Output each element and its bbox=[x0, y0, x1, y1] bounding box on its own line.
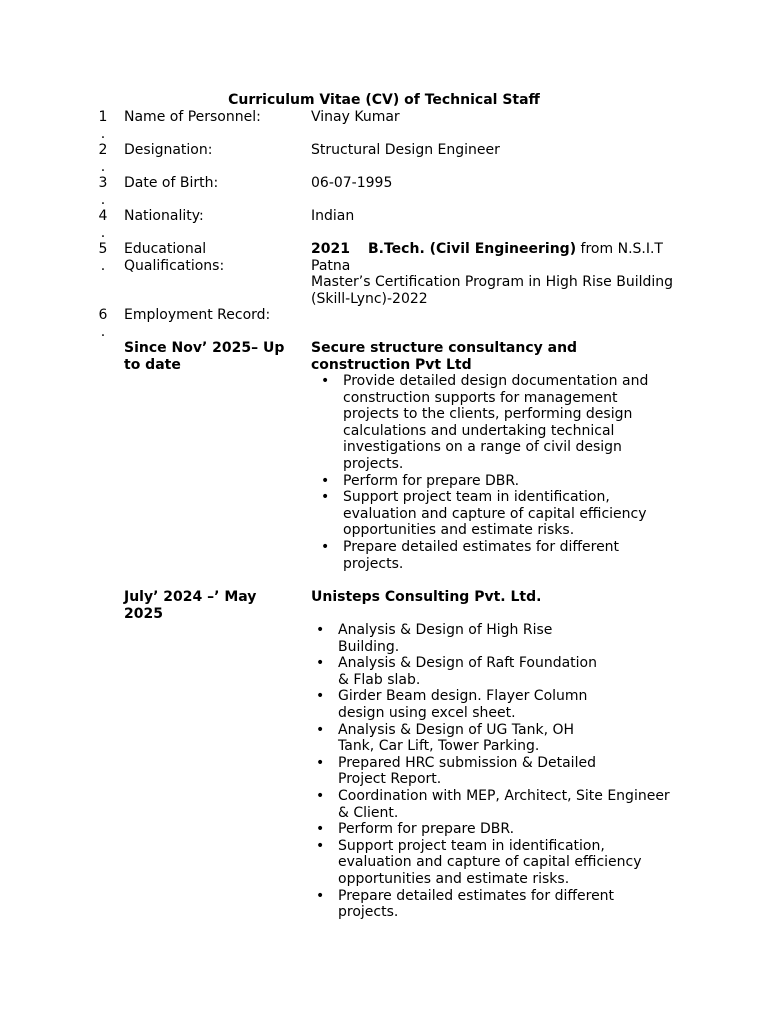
bullet-icon: • bbox=[316, 754, 325, 771]
employer-name-line: construction Pvt Ltd bbox=[311, 356, 472, 373]
duty-line: Support project team in identification, bbox=[338, 837, 605, 854]
duty-line: Prepare detailed estimates for different bbox=[338, 887, 615, 904]
duty-line: Analysis & Design of High Rise bbox=[338, 622, 553, 638]
list-item bbox=[321, 472, 683, 490]
duty-line: Analysis & Design of Raft Foundation bbox=[338, 655, 597, 672]
field-label: Nationality: bbox=[124, 208, 204, 224]
bullet-icon: • bbox=[316, 887, 325, 904]
duty-line: Prepare detailed estimates for different bbox=[343, 538, 620, 555]
list-item bbox=[321, 373, 683, 473]
field-number-text: 2 bbox=[98, 142, 108, 158]
duty-line: Girder Beam design. Flayer Column bbox=[338, 688, 588, 705]
list-item bbox=[316, 837, 678, 888]
bullet-icon: • bbox=[321, 489, 330, 506]
field-number-text: 4 bbox=[98, 208, 108, 224]
field-number: 3 . bbox=[98, 175, 108, 208]
duty-line: projects. bbox=[343, 555, 404, 572]
bullet-icon: • bbox=[316, 655, 325, 672]
list-item bbox=[316, 655, 678, 688]
duty-line: Support project team in identification, bbox=[343, 489, 610, 506]
list-item bbox=[316, 821, 678, 838]
duty-line: Coordination with MEP, Architect, Site Engineer bbox=[338, 787, 670, 804]
duty-line: Perform for prepare DBR. bbox=[343, 472, 520, 489]
field-number-text: 3 bbox=[98, 175, 108, 191]
employer-name-line: Secure structure consultancy and bbox=[311, 340, 578, 356]
duty-line: Tank, Car Lift, Tower Parking. bbox=[338, 738, 540, 755]
employment-period-line: Since Nov’ 2025– Up bbox=[124, 340, 285, 356]
field-label: Date of Birth: bbox=[124, 175, 219, 191]
field-number-text: 5 bbox=[98, 241, 108, 257]
field-label: Designation: bbox=[124, 142, 213, 158]
duty-line: projects. bbox=[338, 904, 399, 921]
certification-line: (Skill-Lync)-2022 bbox=[311, 290, 428, 307]
bullet-icon: • bbox=[316, 622, 325, 638]
field-value: Structural Design Engineer bbox=[311, 142, 500, 158]
employer-name bbox=[311, 340, 671, 373]
list-item bbox=[321, 538, 683, 572]
duty-line: Provide detailed design documentation and bbox=[343, 373, 649, 389]
field-label: Employment Record: bbox=[124, 307, 271, 323]
bullet-icon: • bbox=[321, 538, 330, 555]
duties-list bbox=[316, 622, 678, 921]
duty-line: calculations and undertaking technical bbox=[343, 422, 615, 439]
duty-line: evaluation and capture of capital efficiency bbox=[343, 505, 647, 522]
list-item bbox=[321, 489, 683, 539]
employer-name-line: Unisteps Consulting Pvt. Ltd. bbox=[311, 589, 542, 605]
duty-line: construction supports for management bbox=[343, 389, 618, 406]
field-number: 4 . bbox=[98, 208, 108, 241]
field-number: 6 . bbox=[98, 307, 108, 340]
employment-period-line: to date bbox=[124, 356, 181, 373]
bullet-icon: • bbox=[321, 373, 330, 389]
duty-line: Perform for prepare DBR. bbox=[338, 821, 515, 838]
duty-line: projects to the clients, performing design bbox=[343, 406, 633, 423]
certification-line: Master’s Certification Program in High Rise Building bbox=[311, 274, 674, 291]
field-value: Indian bbox=[311, 208, 355, 224]
duty-line: & Flab slab. bbox=[338, 671, 421, 688]
list-item bbox=[316, 622, 678, 655]
employment-period-line: 2025 bbox=[124, 605, 163, 622]
list-item bbox=[316, 721, 678, 755]
duty-line: investigations on a range of civil design bbox=[343, 439, 622, 456]
field-label: Name of Personnel: bbox=[124, 109, 261, 125]
duty-line: Analysis & Design of UG Tank, OH bbox=[338, 721, 575, 738]
duty-line: Prepared HRC submission & Detailed bbox=[338, 754, 596, 771]
duty-line: opportunities and estimate risks. bbox=[343, 522, 575, 539]
field-label bbox=[124, 241, 304, 274]
duty-line: projects. bbox=[343, 455, 404, 472]
document-title: Curriculum Vitae (CV) of Technical Staff bbox=[228, 92, 540, 108]
duty-line: & Client. bbox=[338, 804, 399, 821]
duties-list bbox=[321, 373, 683, 572]
bullet-icon: • bbox=[316, 787, 325, 804]
bullet-icon: • bbox=[321, 472, 330, 489]
field-number: 2 . bbox=[98, 142, 108, 175]
employment-period bbox=[124, 589, 299, 622]
field-number: 5 . bbox=[98, 241, 108, 274]
field-number-text: 1 bbox=[98, 109, 108, 125]
bullet-icon: • bbox=[316, 837, 325, 854]
bullet-icon: • bbox=[316, 688, 325, 705]
list-item bbox=[316, 754, 678, 788]
duty-line: opportunities and estimate risks. bbox=[338, 870, 570, 887]
employment-period-line: July’ 2024 –’ May bbox=[124, 589, 257, 605]
degree-institute: from N.S.I.T bbox=[576, 241, 663, 257]
employer-name bbox=[311, 589, 671, 606]
list-item bbox=[316, 688, 678, 721]
education-value bbox=[311, 241, 681, 307]
bullet-icon: • bbox=[316, 821, 325, 838]
degree-line bbox=[311, 241, 681, 258]
degree-year: 2021 bbox=[311, 241, 350, 257]
list-item bbox=[316, 887, 678, 921]
duty-line: design using excel sheet. bbox=[338, 704, 516, 721]
employment-period bbox=[124, 340, 299, 373]
field-label-line: Educational bbox=[124, 241, 207, 257]
degree-name: B.Tech. (Civil Engineering) bbox=[368, 241, 577, 257]
duty-line: Building. bbox=[338, 638, 400, 655]
duty-line: evaluation and capture of capital efficiency bbox=[338, 854, 642, 871]
field-value: 06-07-1995 bbox=[311, 175, 393, 191]
degree-place: Patna bbox=[311, 257, 351, 274]
field-label-line: Qualifications: bbox=[124, 257, 225, 274]
list-item bbox=[316, 787, 678, 821]
bullet-icon: • bbox=[316, 721, 325, 738]
field-number-text: 6 bbox=[98, 307, 108, 323]
field-number: 1 . bbox=[98, 109, 108, 142]
duty-line: Project Report. bbox=[338, 771, 442, 788]
field-value: Vinay Kumar bbox=[311, 109, 400, 125]
